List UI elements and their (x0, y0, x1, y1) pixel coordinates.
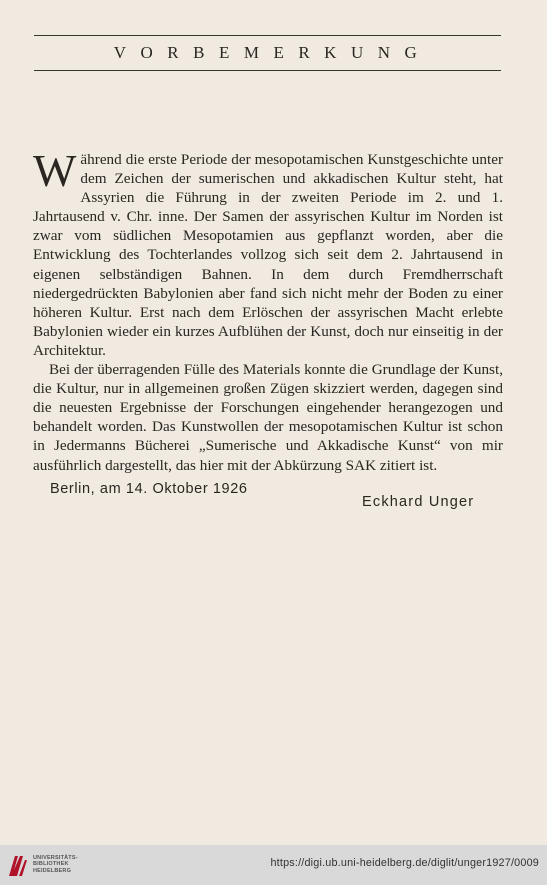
viewer-footer (0, 845, 547, 885)
paragraph-1 (33, 145, 503, 360)
library-name-line: BIBLIOTHEK (33, 861, 69, 868)
library-name-line: UNIVERSITÄTS- (33, 855, 78, 861)
dateline: Berlin, am 14. Oktober 1926 (50, 481, 248, 497)
paragraph-1-text: ährend die erste Periode der mesopotamischen Kunstgeschichte unter dem Zeichen der sumerischen und akkadischen Kultur steht, hat Assyrien die Führung in der zweiten Periode im 2. und 1. Jahrtausend v. Chr. inne. Der Samen der assyrischen Kultur im Norden ist zwar vom südlichen Mesopotamien aus gepflanzt worden, aber die Entwicklung des Tochterlandes vollzog sich seit dem 2. Jahrtausend in eigenen selbständigen Bahnen. In dem durch Fremdherrschaft niedergedrückten Babylonien aber fand sich nicht mehr der Boden zu einer höheren Kultur. Erst nach dem Erlöschen der assyrischen Macht erlebte Babylonien wieder ein kurzes Aufblühen der Kunst, doch nur einseitig in der Architektur. (33, 151, 503, 359)
body-text (33, 145, 503, 475)
university-library-logo-icon (6, 852, 30, 878)
paragraph-2: Bei der überragenden Fülle des Materials konnte die Grundlage der Kunst, die Kultur, nur in allgemeinen großen Zügen skizziert werden, dagegen sind die neuesten Ergebnisse der Forschungen eingehender herangezogen und behandelt worden. Das Kunstwollen der mesopotamischen Kultur ist schon in Jedermanns Bücherei „Sumerische und Akkadische Kunst“ von mir ausführlich dargestellt, das hier mit der Abkürzung SAK zitiert ist. (33, 361, 503, 474)
page-heading: VORBEMERKUNG (113, 43, 432, 62)
drop-cap: W (33, 145, 77, 196)
top-rule (34, 35, 501, 36)
library-name (33, 855, 78, 874)
source-url-link[interactable]: https://digi.ub.uni-heidelberg.de/diglit/unger1927/0009 (270, 857, 539, 869)
library-name-line: HEIDELBERG (33, 867, 72, 874)
bottom-rule (34, 70, 501, 71)
author-signature: Eckhard Unger (362, 494, 475, 510)
